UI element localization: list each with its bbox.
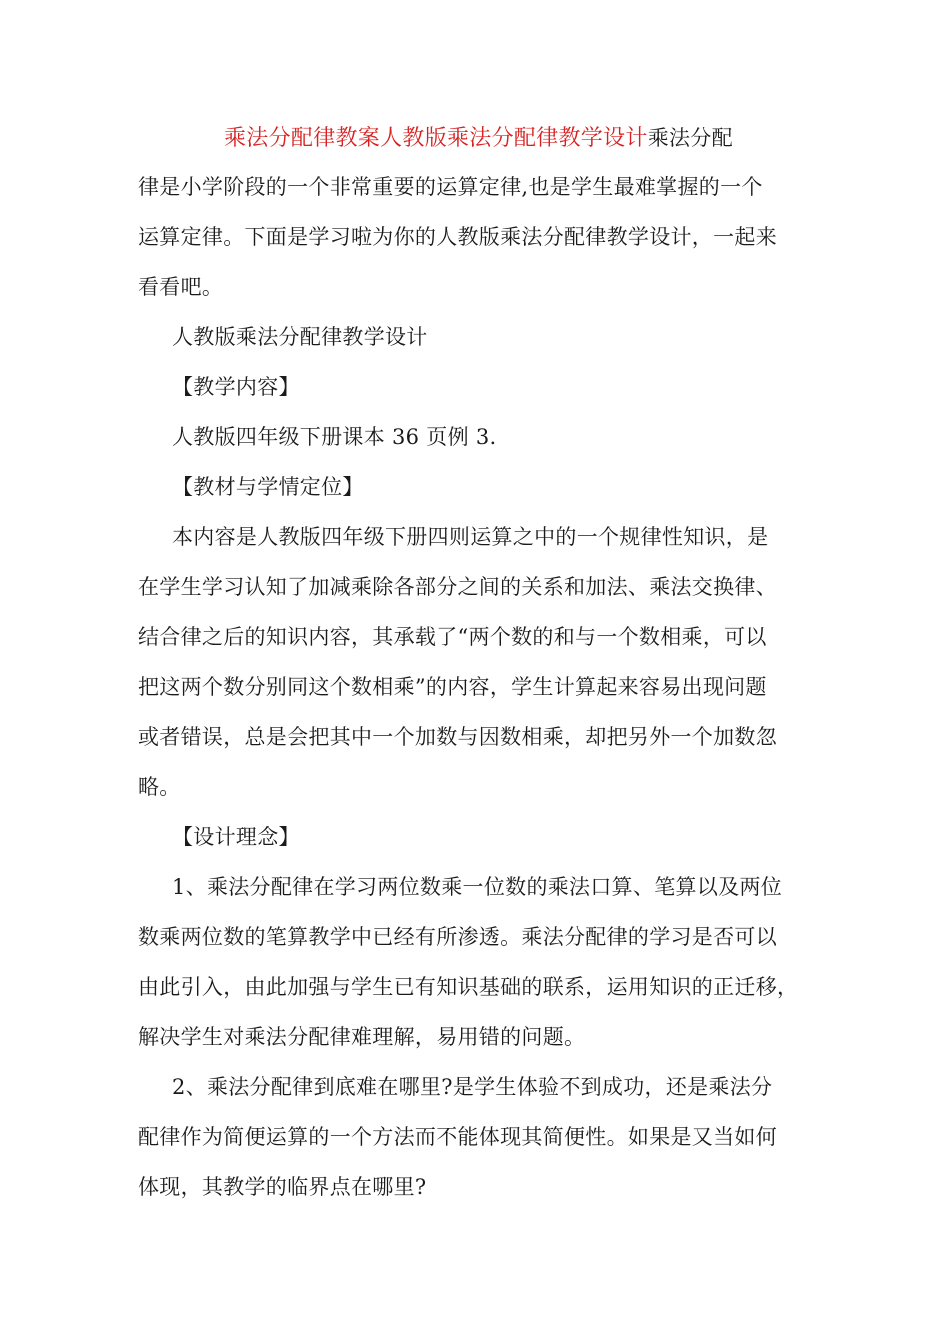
material-line-4: 把这两个数分别同这个数相乘”的内容，学生计算起来容易出现问题 [138, 675, 767, 699]
concept-point1-line-2: 数乘两位数的笔算教学中已经有所渗透。乘法分配律的学习是否可以 [138, 925, 777, 949]
section-heading-content: 【教学内容】 [172, 375, 300, 399]
section-text-content: 人教版四年级下册课本 36 页例 3. [172, 425, 497, 449]
concept-point2-line-3: 体现，其教学的临界点在哪里? [138, 1175, 427, 1199]
concept-point1-line-4: 解决学生对乘法分配律难理解，易用错的问题。 [138, 1025, 586, 1049]
document-title: 乘法分配律教案人教版乘法分配律教学设计 [224, 126, 648, 151]
subtitle: 人教版乘法分配律教学设计 [172, 325, 428, 349]
material-line-6: 略。 [138, 775, 181, 799]
intro-line-3: 运算定律。下面是学习啦为你的人教版乘法分配律教学设计，一起来 [138, 225, 777, 249]
material-line-5: 或者错误，总是会把其中一个加数与因数相乘，却把另外一个加数忽 [138, 725, 777, 749]
intro-line-1: 乘法分配 [647, 126, 733, 150]
title-line [224, 123, 824, 153]
concept-point1-line-1: 1、乘法分配律在学习两位数乘一位数的乘法口算、笔算以及两位 [172, 875, 783, 899]
concept-point1-line-3: 由此引入，由此加强与学生已有知识基础的联系，运用知识的正迁移， [138, 975, 799, 999]
concept-point2-line-1: 2、乘法分配律到底难在哪里?是学生体验不到成功，还是乘法分 [172, 1075, 773, 1099]
material-line-2: 在学生学习认知了加减乘除各部分之间的关系和加法、乘法交换律、 [138, 575, 777, 599]
concept-point2-line-2: 配律作为简便运算的一个方法而不能体现其简便性。如果是又当如何 [138, 1125, 777, 1149]
section-heading-concept: 【设计理念】 [172, 825, 300, 849]
section-heading-material: 【教材与学情定位】 [172, 475, 364, 499]
material-line-1: 本内容是人教版四年级下册四则运算之中的一个规律性知识，是 [172, 525, 769, 549]
intro-line-4: 看看吧。 [138, 275, 224, 299]
intro-line-2: 律是小学阶段的一个非常重要的运算定律,也是学生最难掌握的一个 [138, 175, 763, 199]
material-line-3: 结合律之后的知识内容，其承载了“两个数的和与一个数相乘，可以 [138, 625, 767, 649]
